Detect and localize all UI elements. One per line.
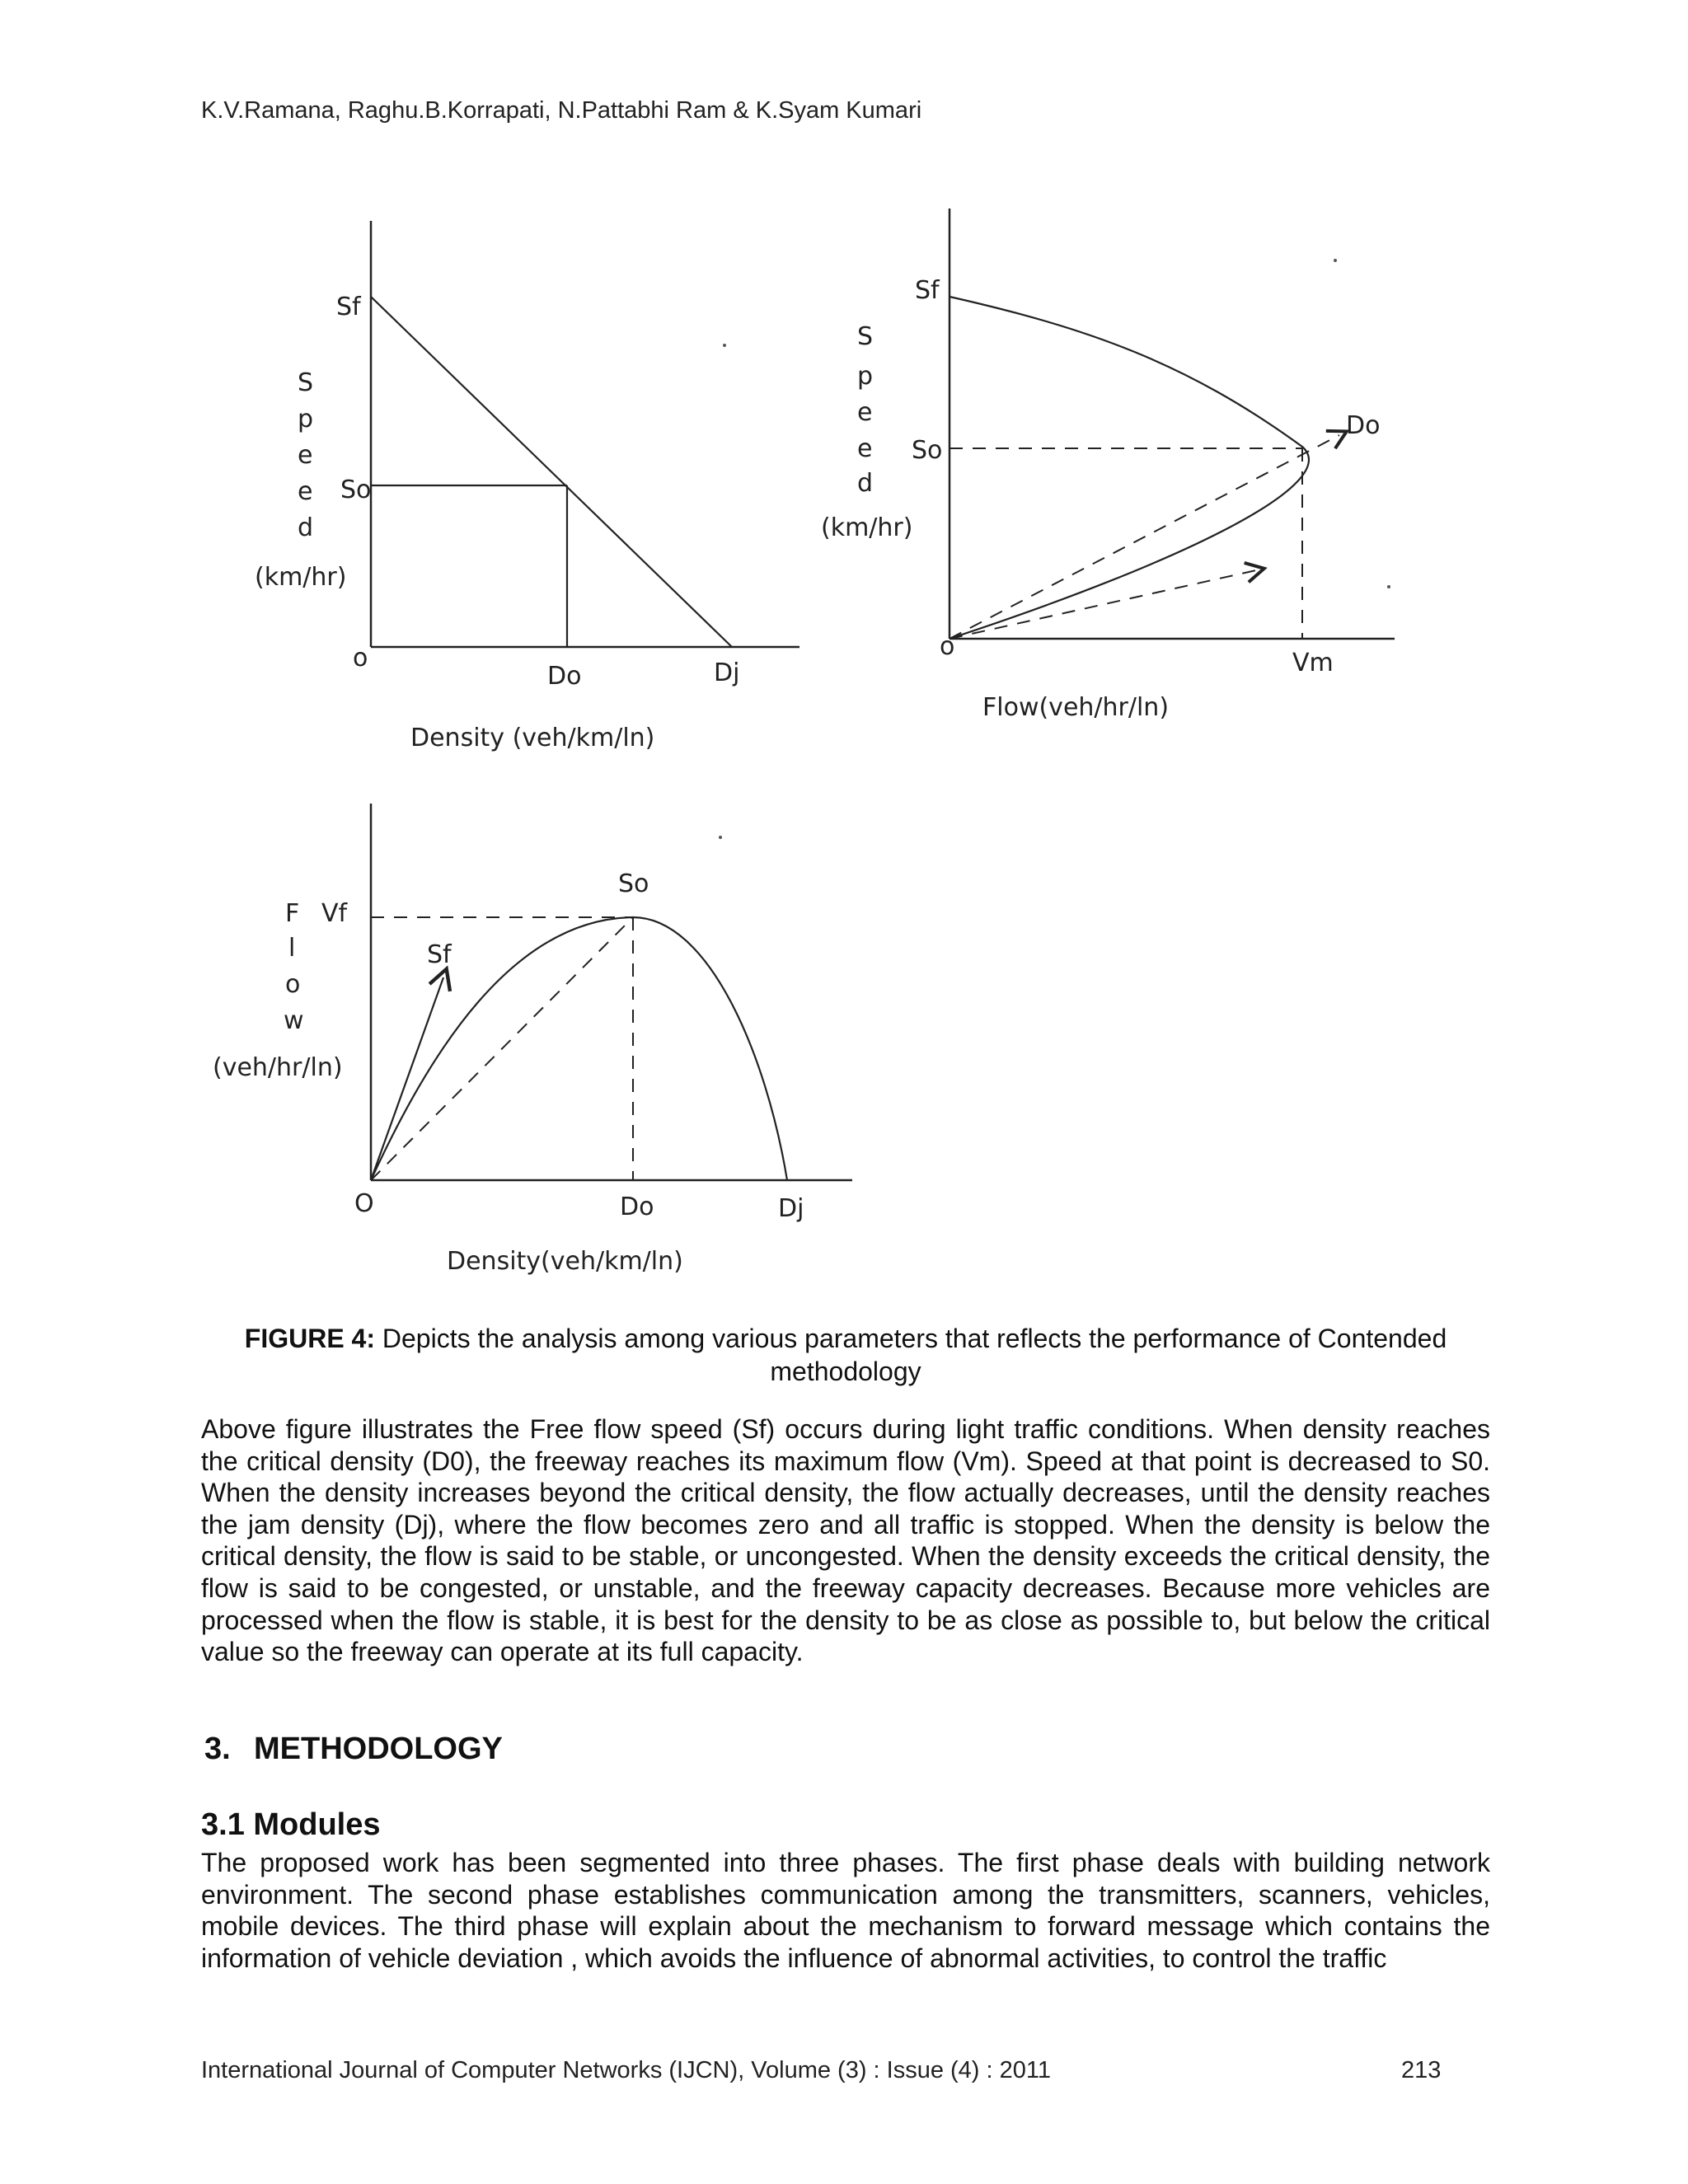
footer-journal: International Journal of Computer Networks (IJCN), Volume (3) : Issue (4) : 2011 — [201, 2057, 1052, 2083]
tick-label-sf: Sf — [336, 293, 361, 321]
tick-label-so: So — [340, 476, 372, 504]
y-axis-letter: S — [857, 322, 874, 351]
y-axis-letter: w — [284, 1006, 304, 1035]
tick-label-vm: Vm — [1292, 649, 1334, 677]
y-axis-letter: o — [285, 970, 301, 999]
ray-to-sf-arrow — [371, 977, 443, 1180]
y-axis-letter: l — [288, 934, 296, 963]
chart-speed-flow — [821, 209, 1395, 722]
paragraph-modules: The proposed work has been segmented into three phases. The first phase deals with building network environment. The second phase establishes communication among the transmitters, scanners, vehicles, mobile devices. The third phase will explain about the mechanism to forward message which contains the information of vehicle deviation , which avoids the influence of abnormal activities, to control the traffic — [201, 1848, 1490, 1973]
chart-speed-density — [255, 221, 799, 752]
tick-label-so: So — [912, 436, 943, 465]
paragraph-figure-explanation: Above figure illustrates the Free flow speed (Sf) occurs during light traffic conditions. When density reaches the critical density (D0), the freeway reaches its maximum flow (Vm). Speed at that point is decreased to S0. When the density increases beyond the critical density, the flow actually decreases, until the density reaches the jam density (Dj), where the flow becomes zero and all traffic is stopped. When the density is below the critical density, the flow is said to be stable, or uncongested. When the density exceeds the critical density, the flow is said to be congested, or unstable, and the freeway capacity decreases. Because more vehicles are processed when the flow is stable, it is best for the density to be as close as possible to, but below the critical value so the freeway can operate at its full capacity. — [201, 1414, 1490, 1667]
section-title: METHODOLOGY — [254, 1732, 503, 1766]
tick-label-sf: Sf — [915, 276, 940, 305]
y-axis-letter: p — [298, 405, 314, 434]
y-axis-letter: S — [298, 368, 314, 397]
y-axis-letter: e — [857, 398, 873, 427]
ray-lower-dashed — [950, 570, 1256, 639]
x-axis-label: Density (veh/km/ln) — [410, 724, 655, 752]
tick-label-dj: Dj — [778, 1194, 804, 1223]
speed-flow-curve — [950, 297, 1309, 639]
y-axis-unit: (km/hr) — [255, 563, 347, 592]
y-axis-letter: d — [298, 513, 314, 542]
y-axis-letter: d — [857, 469, 874, 498]
section-number: 3. — [204, 1732, 231, 1766]
tick-label-vf: Vf — [321, 899, 348, 928]
ray-to-do-dashed — [950, 435, 1339, 639]
figure-caption — [201, 1322, 1490, 1388]
ray-to-so-dashed — [371, 917, 633, 1180]
tick-label-dj: Dj — [714, 658, 740, 687]
y-axis-unit: (veh/hr/ln) — [213, 1053, 343, 1082]
origin-label: O — [354, 1189, 374, 1218]
point-label-so: So — [618, 869, 649, 898]
speed-density-line — [371, 297, 732, 647]
tick-label-do: Do — [620, 1193, 654, 1221]
origin-label: o — [353, 644, 368, 673]
caption-text: Depicts the analysis among various parameters that reflects the performance of Contended methodology — [375, 1324, 1447, 1386]
y-axis-letter: e — [298, 441, 313, 470]
subsection-heading: 3.1 Modules — [201, 1807, 381, 1842]
origin-label: o — [940, 632, 955, 661]
y-axis-letter: F — [285, 899, 300, 928]
y-axis-unit: (km/hr) — [821, 513, 913, 542]
x-axis-label: Flow(veh/hr/ln) — [982, 693, 1170, 722]
y-axis-letter: e — [857, 434, 873, 463]
section-heading — [204, 1732, 503, 1767]
page-number: 213 — [1401, 2057, 1442, 2083]
x-axis-label: Density(veh/km/ln) — [447, 1247, 683, 1276]
running-head-authors: K.V.Ramana, Raghu.B.Korrapati, N.Pattabhi Ram & K.Syam Kumari — [201, 97, 922, 124]
caption-label: FIGURE 4: — [244, 1324, 375, 1353]
point-label-sf: Sf — [427, 940, 452, 969]
y-axis-letter: e — [298, 477, 313, 506]
y-axis-letter: p — [857, 362, 874, 391]
point-label-do: Do — [1346, 411, 1381, 440]
chart-flow-density — [213, 804, 852, 1276]
tick-label-do: Do — [547, 662, 582, 691]
